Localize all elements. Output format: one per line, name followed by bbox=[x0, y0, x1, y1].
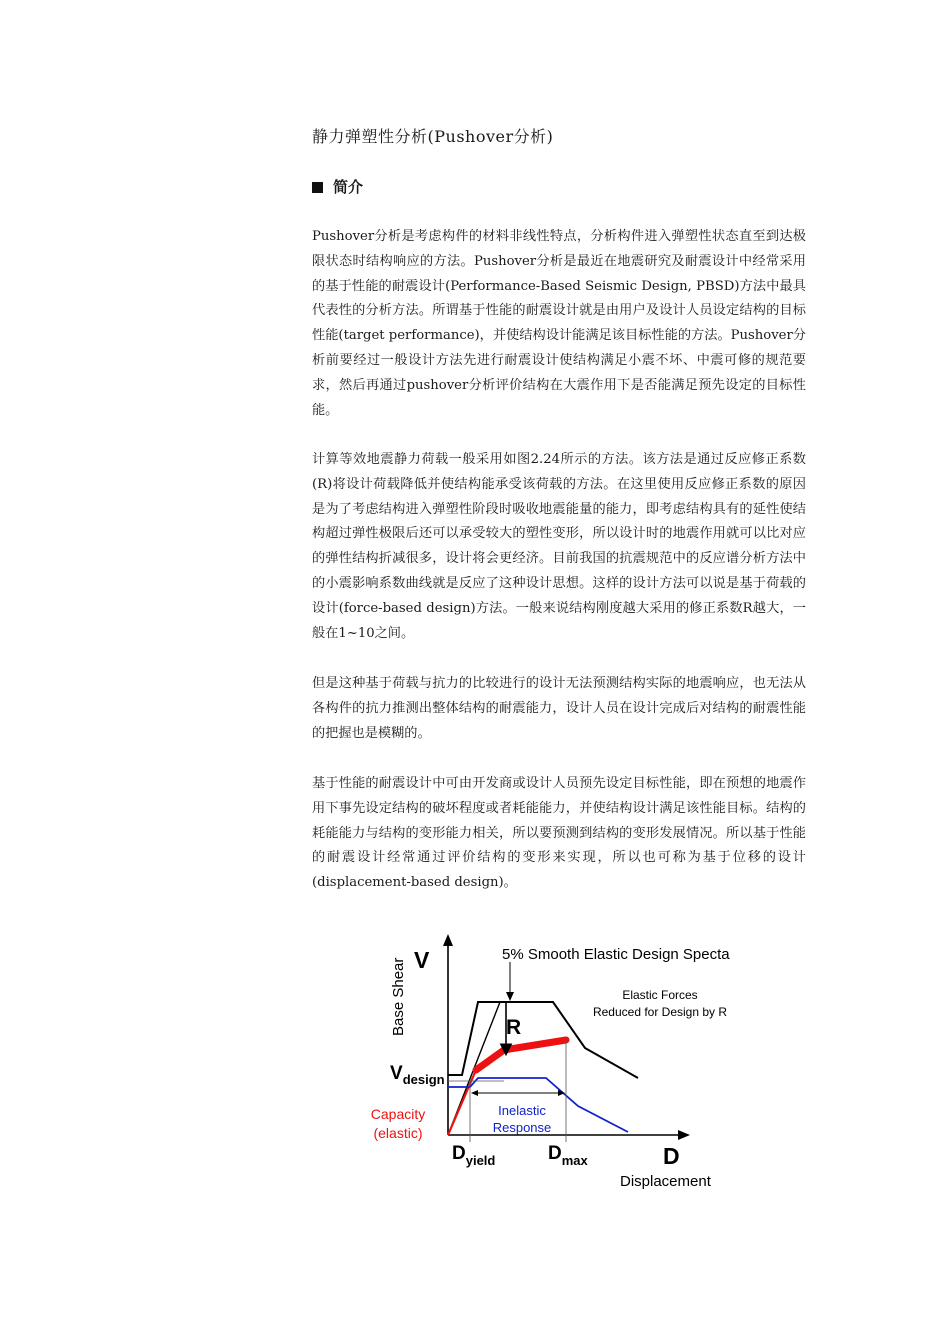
paragraph-pushover-intro: Pushover分析是考虑构件的材料非线性特点，分析构件进入弹塑性状态直至到达极限状态时结构响应的方法。Pushover分析是最近在地震研究及耐震设计中经常采用的基于性能的耐震设计(Performance-Based Seismic Design, PBSD)方法中最具代表性的分析方法。所谓基于性能的耐震设计就是由用户及设计人员设定结构的目标性能(target performance)，并使结构设计能满足该目标性能的方法。Pushover分析前要经过一般设计方法先进行耐震设计使结构满足小震不坏、中震可修的规范要求，然后再通过pushover分析评价结构在大震作用下是否能满足预先设定的目标性能。 bbox=[312, 229, 806, 418]
d-max-main: D bbox=[548, 1143, 562, 1164]
v-design-label bbox=[390, 1063, 445, 1087]
capacity-elastic-line bbox=[448, 1070, 476, 1135]
d-max-sub: max bbox=[561, 1153, 588, 1168]
ductility-left-arrow-icon bbox=[471, 1090, 478, 1096]
x-axis-symbol: D bbox=[663, 1143, 680, 1169]
y-axis-arrow-icon bbox=[443, 934, 453, 946]
design-spectrum-figure bbox=[350, 930, 750, 1200]
elastic-forces-label-line2: Reduced for Design by R bbox=[592, 1005, 728, 1019]
d-yield-main: D bbox=[452, 1143, 466, 1164]
capacity-label-line2: (elastic) bbox=[373, 1125, 423, 1141]
design-spectrum-diagram bbox=[350, 930, 750, 1200]
section-heading bbox=[312, 176, 363, 197]
reduction-label: R bbox=[506, 1016, 522, 1039]
inelastic-label-line2: Response bbox=[492, 1120, 552, 1135]
title-leader-arrow-icon bbox=[506, 992, 514, 1001]
section-heading-text: 简介 bbox=[333, 178, 364, 196]
spectrum-title: 5% Smooth Elastic Design Specta bbox=[502, 946, 730, 963]
inelastic-label-line1: Inelastic bbox=[498, 1103, 546, 1118]
d-max-label bbox=[548, 1143, 589, 1168]
document-title: 静力弹塑性分析(Pushover分析) bbox=[312, 127, 554, 146]
x-axis-arrow-icon bbox=[678, 1130, 690, 1140]
capacity-label-line1: Capacity bbox=[370, 1106, 426, 1122]
paragraph-limitation: 但是这种基于荷载与抗力的比较进行的设计无法预测结构实际的地震响应，也无法从各构件的抗力推测出整体结构的耐震能力，设计人员在设计完成后对结构的耐震性能的把握也是模糊的。 bbox=[312, 676, 806, 741]
d-yield-sub: yield bbox=[465, 1153, 496, 1168]
y-axis-symbol: V bbox=[414, 947, 430, 973]
square-bullet-icon bbox=[312, 182, 323, 193]
paragraph-performance-based: 基于性能的耐震设计中可由开发商或设计人员预先设定目标性能，即在预想的地震作用下事先设定结构的破坏程度或者耗能能力，并使结构设计满足该性能目标。结构的耗能能力与结构的变形能力相关，所以要预测到结构的变形发展情况。所以基于性能的耐震设计经常通过评价结构的变形来实现，所以也可称为基于位移的设计(displacement-based design)。 bbox=[312, 776, 806, 891]
y-axis-label: Base Shear bbox=[390, 957, 407, 1036]
v-design-sub: design bbox=[402, 1072, 445, 1087]
elastic-forces-label-line1: Elastic Forces bbox=[622, 988, 698, 1002]
x-axis-label: Displacement bbox=[620, 1173, 711, 1190]
d-yield-label bbox=[452, 1143, 495, 1168]
capacity-curve bbox=[476, 1040, 566, 1070]
paragraph-force-based-design: 计算等效地震静力荷载一般采用如图2.24所示的方法。该方法是通过反应修正系数(R)将设计荷载降低并使结构能承受该荷载的方法。在这里使用反应修正系数的原因是为了考虑结构进入弹塑性阶段时吸收地震能量的能力，即考虑结构具有的延性使结构超过弹性极限后还可以承受较大的塑性变形，所以设计时的地震作用就可以比对应的弹性结构折减很多，设计将会更经济。目前我国的抗震规范中的反应谱分析方法中的小震影响系数曲线就是反应了这种设计思想。这样的设计方法可以说是基于荷载的设计(force-based design)方法。一般来说结构刚度越大采用的修正系数R越大，一般在1~10之间。 bbox=[312, 452, 806, 641]
v-design-main: V bbox=[390, 1063, 403, 1084]
